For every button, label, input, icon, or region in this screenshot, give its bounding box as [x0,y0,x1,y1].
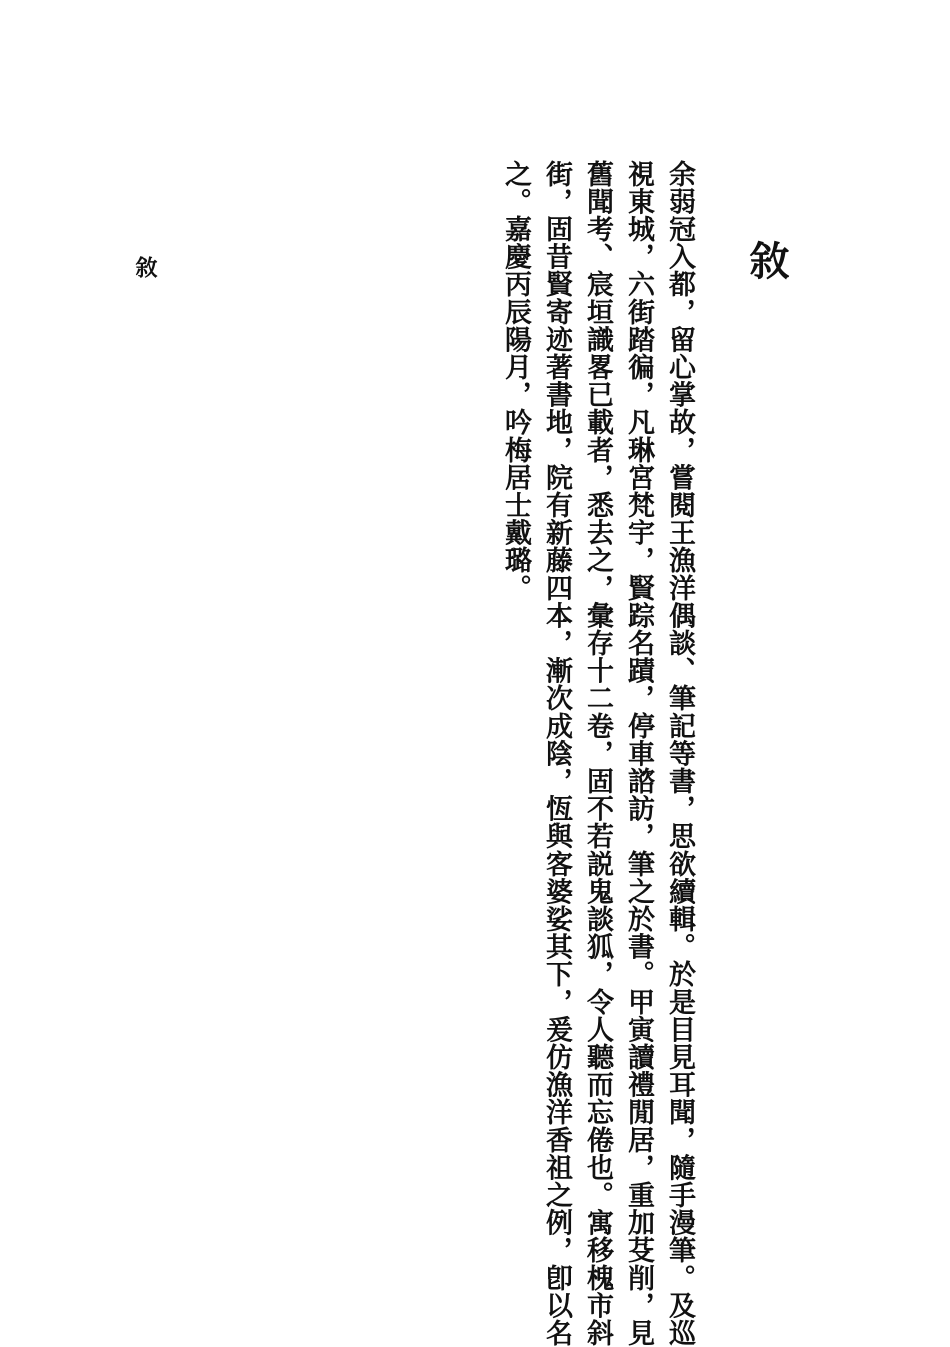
text-column-1: 余弱冠入都，留心掌故，嘗閱王漁洋偶談、筆記等書，思欲續輯。於是目見耳聞，隨手漫筆。及巡 [664,160,695,1347]
text-column-4: 街，固昔賢寄迹著書地，院有新藤四本，漸次成陰，恆與客婆娑其下，爰仿漁洋香祖之例，卽以名 [541,160,572,1347]
page-title: 敘 [743,240,790,280]
text-column-3: 舊聞考、宸垣識畧已載者，悉去之，彙存十二卷，固不若説鬼談狐，令人聽而忘倦也。寓移槐市斜 [582,160,613,1347]
preface-text [495,160,700,1347]
text-column-5: 之。嘉慶丙辰陽月，吟梅居士戴璐。 [500,160,531,602]
text-column-2: 視東城，六街踏徧，凡琳宮梵宇，賢踪名蹟，停車諮訪，筆之於書。甲寅讀禮閒居，重加芟削，見 [623,160,654,1347]
running-head: 敘 [132,256,158,278]
